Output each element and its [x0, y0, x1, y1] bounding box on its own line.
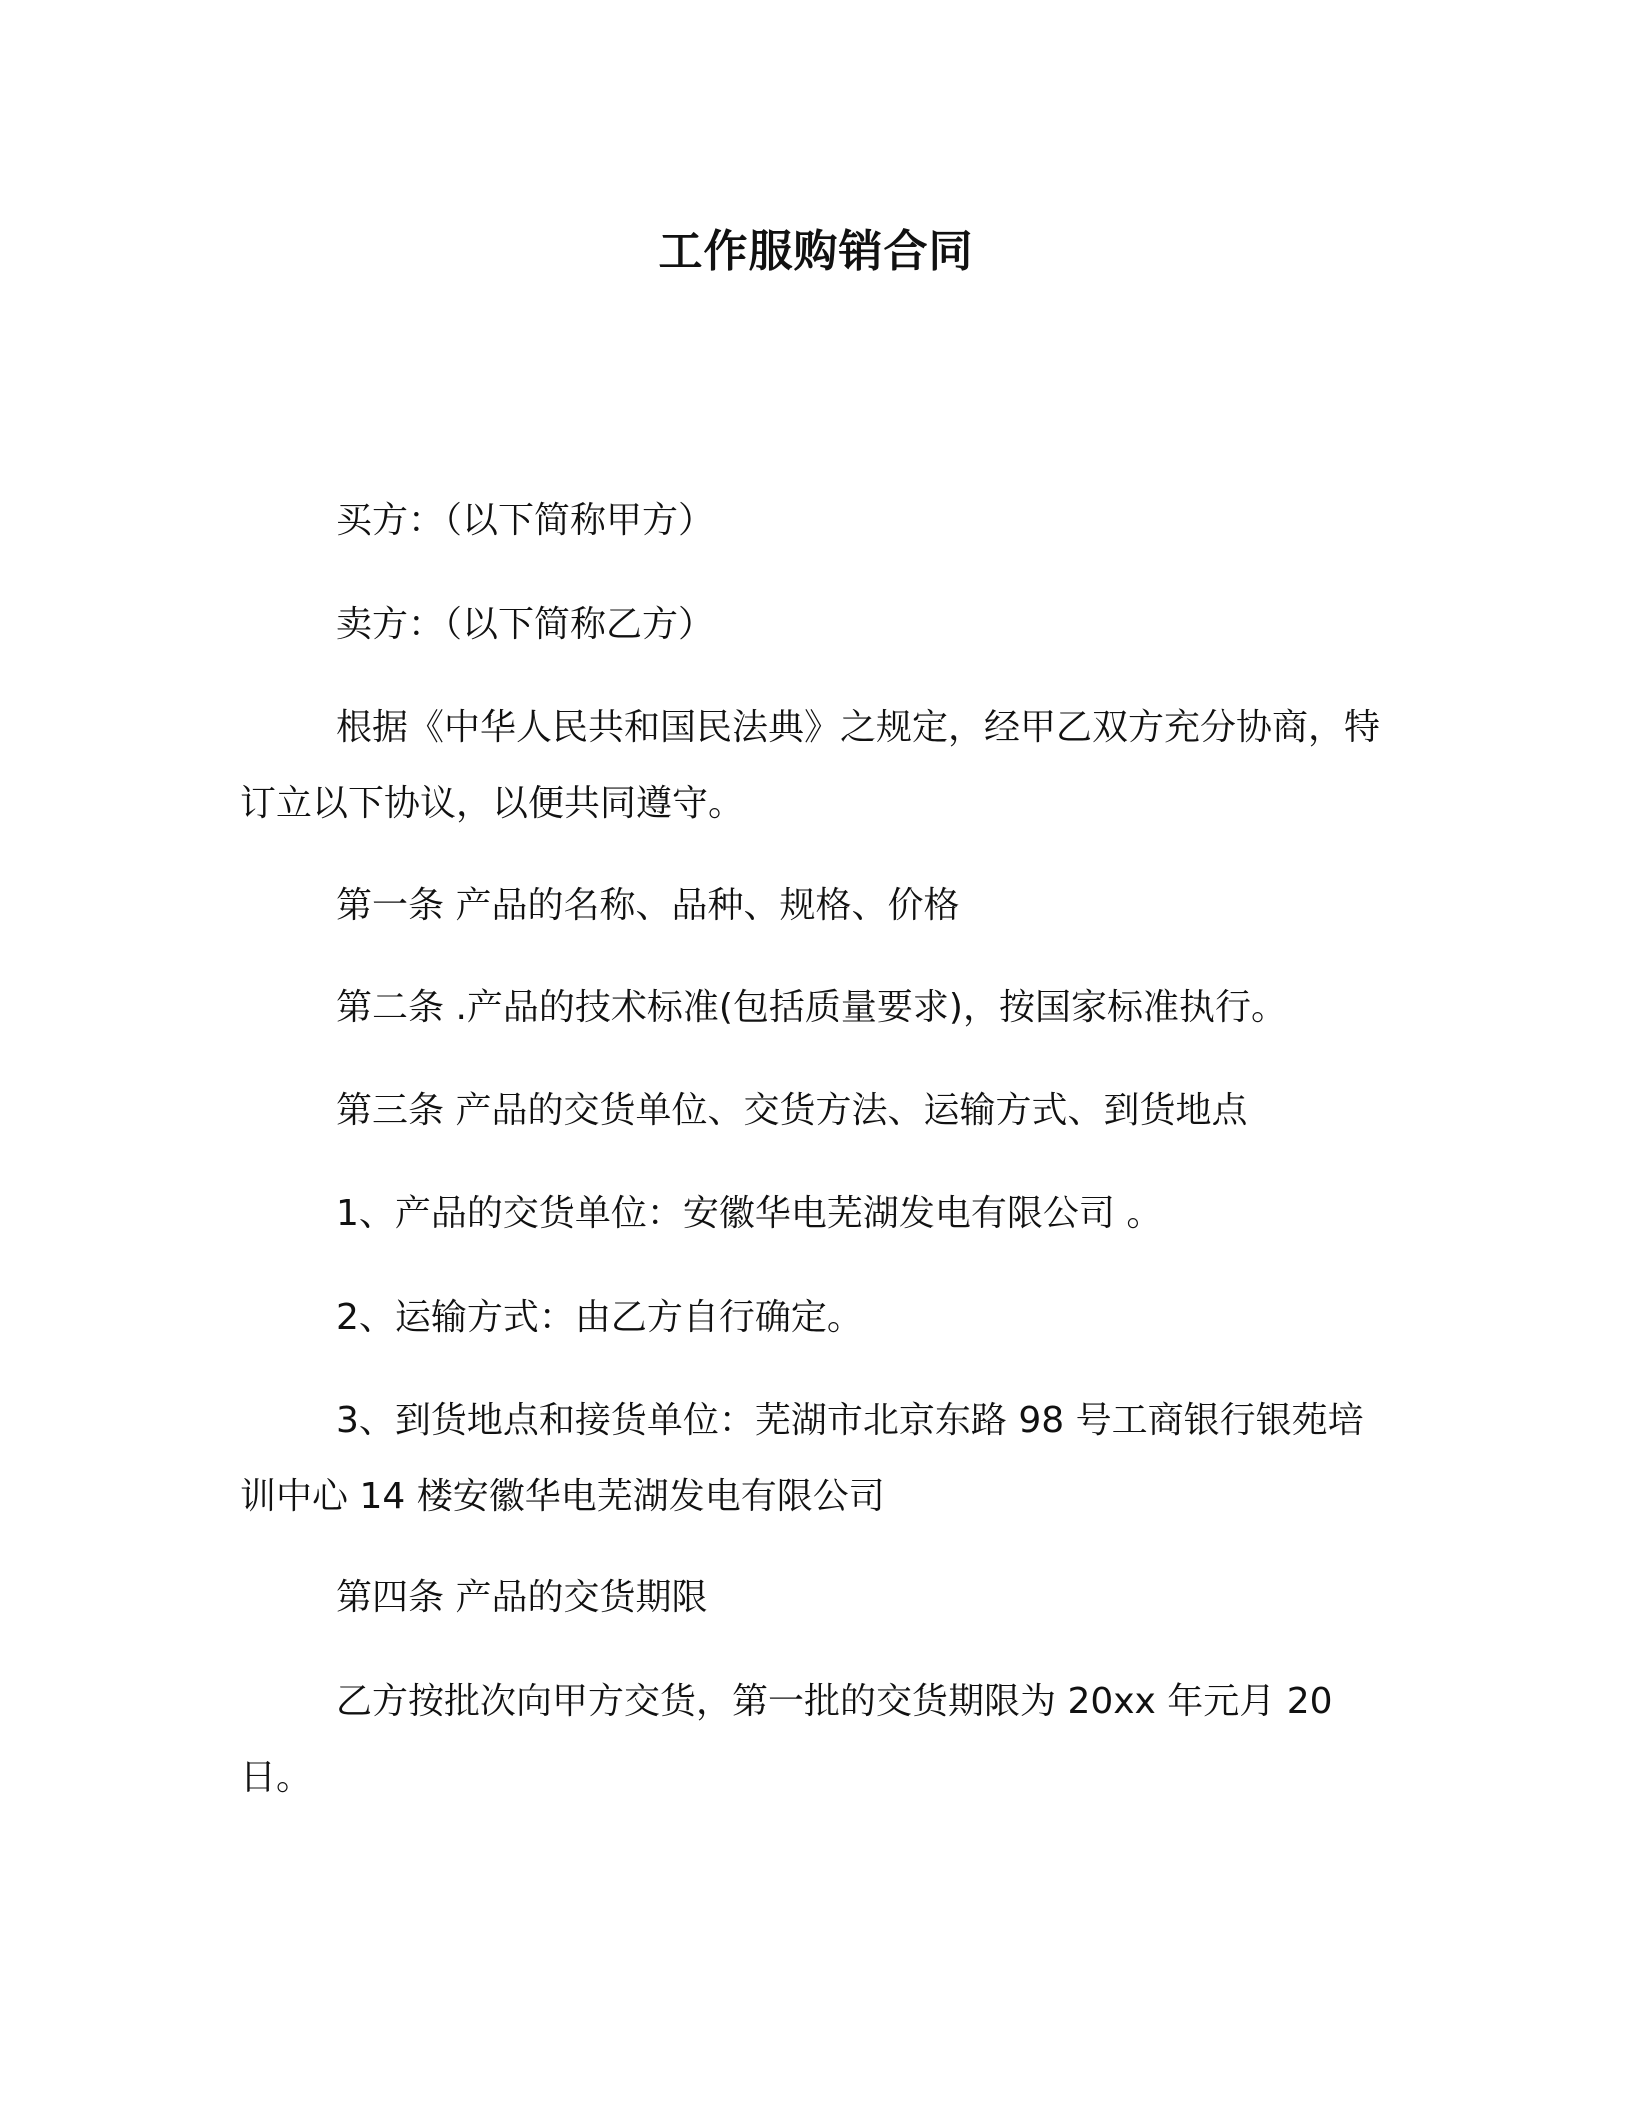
buyer-line: 买方：（以下简称甲方） [336, 500, 715, 541]
article-2-paragraph: 第二条 .产品的技术标准(包括质量要求)，按国家标准执行。 [336, 987, 1287, 1028]
document-title: 工作服购销合同 [658, 226, 974, 277]
delivery-unit-item: 1、产品的交货单位：安徽华电芜湖发电有限公司 。 [336, 1193, 1163, 1234]
transport-method-item: 2、运输方式：由乙方自行确定。 [336, 1297, 863, 1338]
article-1-heading: 第一条 产品的名称、品种、规格、价格 [336, 885, 960, 926]
preamble-paragraph: 根据《中华人民共和国民法典》之规定，经甲乙双方充分协商，特订立以下协议，以便共同遵守。 [240, 707, 1381, 824]
article-4-heading: 第四条 产品的交货期限 [336, 1577, 708, 1618]
seller-line: 卖方：（以下简称乙方） [336, 604, 715, 645]
article-3-heading: 第三条 产品的交货单位、交货方法、运输方式、到货地点 [336, 1090, 1248, 1131]
delivery-deadline-paragraph: 乙方按批次向甲方交货，第一批的交货期限为 20xx 年元月 20 日。 [240, 1681, 1333, 1798]
delivery-location-item: 3、到货地点和接货单位：芜湖市北京东路 98 号工商银行银苑培训中心 14 楼安徽华电芜湖发电有限公司 [240, 1400, 1364, 1517]
